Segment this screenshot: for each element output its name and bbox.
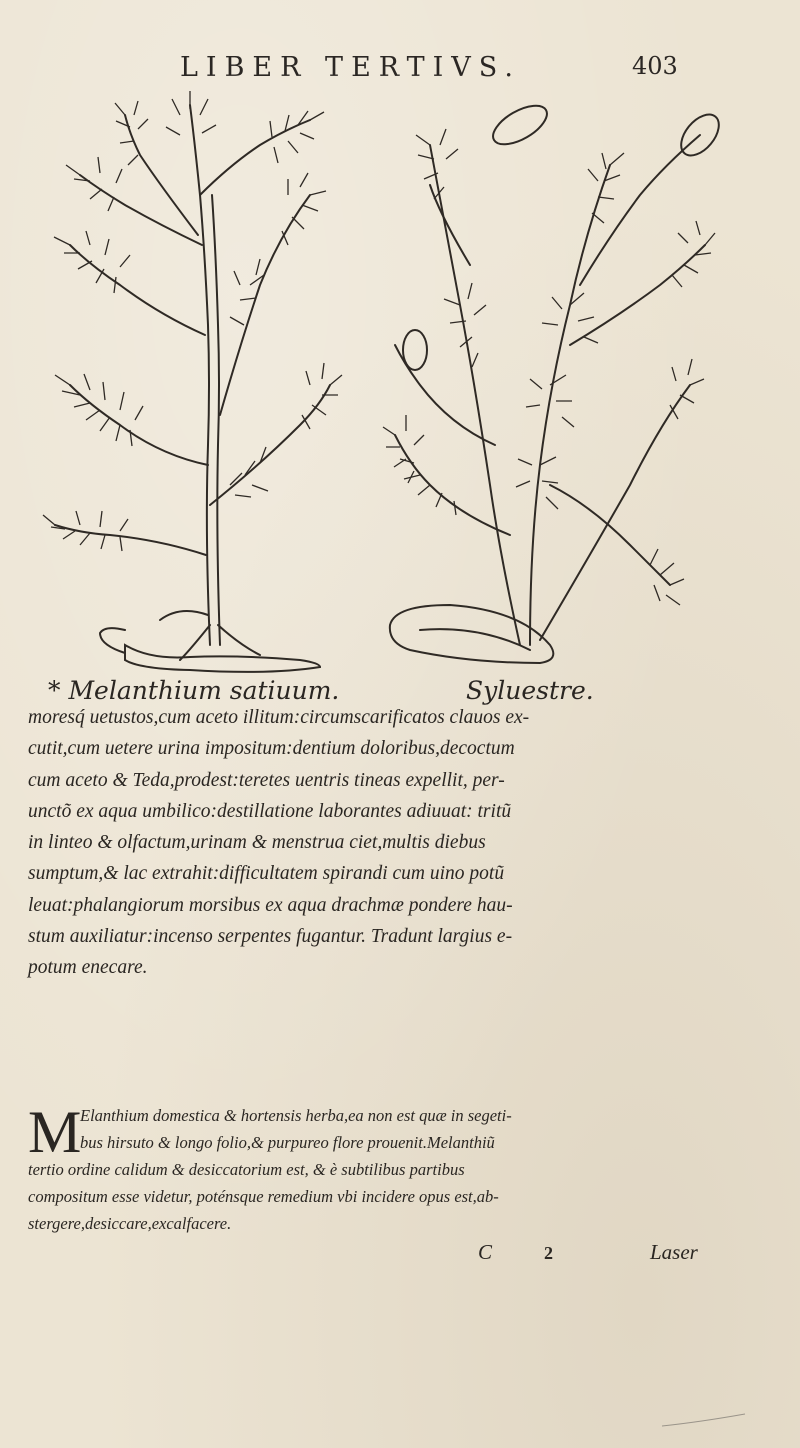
text-line: compositum esse videtur, poténsque remedium vbi incidere opus est,ab- xyxy=(28,1187,499,1206)
paragraph-1 xyxy=(28,702,728,984)
woodcut-melanthium-syluestre xyxy=(370,85,730,680)
text-line: cutit,cum uetere urina impositum:dentium doloribus,decoctum xyxy=(28,738,515,760)
text-line: potum enecare. xyxy=(28,957,148,979)
paragraph-2-text xyxy=(28,1099,728,1237)
catchword: Laser xyxy=(650,1240,698,1264)
page-number: 403 xyxy=(632,52,678,80)
text-line: unctõ ex aqua umbilico:destillatione laborantes adiuuat: tritũ xyxy=(28,800,512,822)
signature-mark: C xyxy=(478,1240,493,1264)
text-line: leuat:phalangiorum morsibus ex aqua drachmæ pondere hau- xyxy=(28,894,513,916)
figure-caption-syluestre: Syluestre. xyxy=(466,676,594,705)
text-line: Elanthium domestica & hortensis herba,ea non est quæ in segeti- xyxy=(80,1106,512,1125)
woodcut-melanthium-satiuum xyxy=(30,85,350,680)
text-line: in linteo & olfactum,urinam & menstrua ciet,multis diebus xyxy=(28,832,486,854)
figure-caption-satiuum: * Melanthium satiuum. xyxy=(48,676,340,705)
running-head: LIBER TERTIVS. xyxy=(180,52,521,83)
text-line: moresq́ uetustos,cum aceto illitum:circumscarificatos clauos ex- xyxy=(28,707,530,728)
pencil-mark xyxy=(660,1410,750,1430)
signature-number: 2 xyxy=(544,1243,553,1263)
text-line: stergere,desiccare,excalfacere. xyxy=(28,1214,232,1233)
text-line: bus hirsuto & longo folio,& purpureo flore prouenit.Melanthiũ xyxy=(80,1133,495,1152)
text-line: sumptum,& lac extrahit:difficultatem spirandi cum uino potũ xyxy=(28,863,505,885)
drop-cap: M xyxy=(28,1099,82,1165)
text-line: stum auxiliatur:incenso serpentes fugantur. Tradunt largius e- xyxy=(28,926,513,948)
text-line: cum aceto & Teda,prodest:teretes uentris tineas expellit, per- xyxy=(28,769,505,791)
text-line: tertio ordine calidum & desiccatorium est, & è subtilibus partibus xyxy=(28,1160,465,1179)
